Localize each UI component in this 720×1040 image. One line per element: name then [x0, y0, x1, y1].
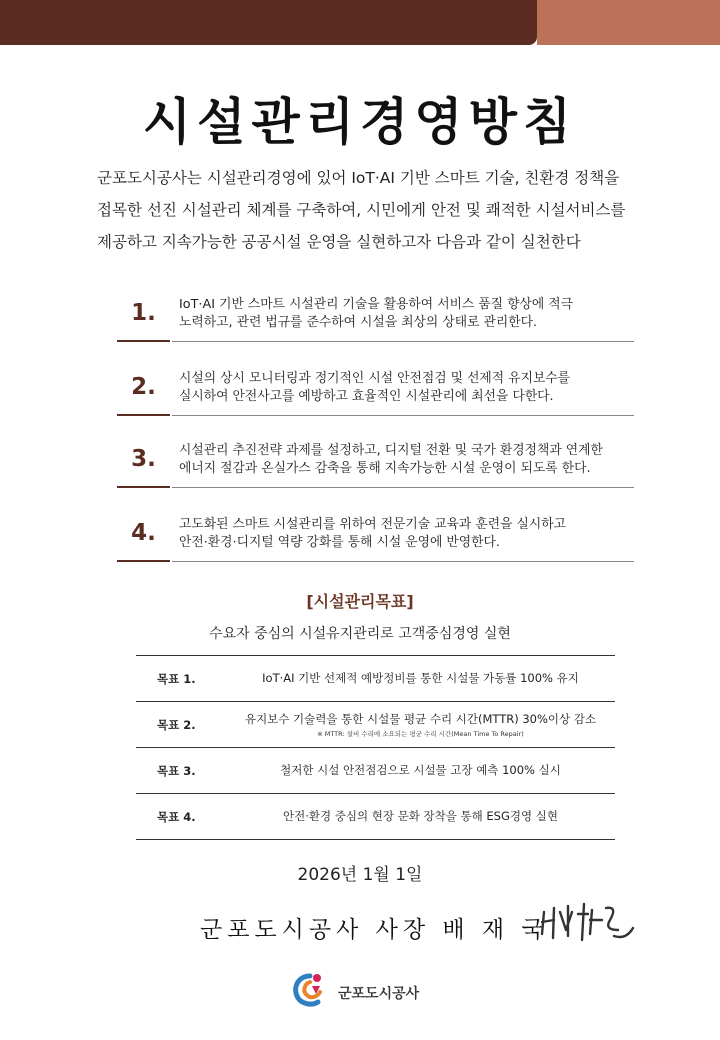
- policy-text-line: 에너지 절감과 온실가스 감축을 통해 지속가능한 시설 운영이 되도록 한다.: [179, 461, 591, 476]
- policy-item-3: [117, 442, 634, 488]
- intro-line: 접목한 선진 시설관리 체계를 구축하여, 시민에게 안전 및 쾌적한 시설서비스를: [97, 201, 626, 219]
- policy-divider: [172, 487, 634, 488]
- goal-row: [136, 793, 615, 840]
- intro-line: 제공하고 지속가능한 공공시설 운영을 실현하고자 다음과 같이 실천한다: [97, 233, 581, 251]
- policy-item-2: [117, 370, 634, 416]
- company-logo-text: 군포도시공사: [338, 986, 420, 1002]
- policy-text-line: 고도화된 스마트 시설관리를 위하여 전문기술 교육과 훈련을 실시하고: [179, 517, 566, 532]
- policy-text: [179, 296, 634, 332]
- policy-text-line: IoT·AI 기반 스마트 시설관리 기술을 활용하여 서비스 품질 향상에 적극: [179, 297, 574, 312]
- policy-number: 1.: [131, 300, 156, 326]
- policy-number: 2.: [131, 374, 156, 400]
- number-underline: [117, 560, 170, 562]
- goal-footnote: ※ MTTR: 설비 수리에 소요되는 평균 수리 시간(Mean Time To Repair): [317, 730, 524, 738]
- policy-text-line: 시설의 상시 모니터링과 정기적인 시설 안전점검 및 선제적 유지보수를: [179, 371, 571, 386]
- policy-text: [179, 516, 634, 552]
- handwritten-signature: [538, 900, 638, 950]
- policy-text: [179, 442, 634, 478]
- policy-text-line: 실시하여 안전사고를 예방하고 효율적인 시설관리에 최선을 다한다.: [179, 389, 554, 404]
- page-title: 시설관리경영방침: [142, 93, 578, 151]
- policy-number: 4.: [131, 520, 156, 546]
- issue-date: 2026년 1월 1일: [297, 865, 423, 885]
- header-bar-dark: [0, 0, 537, 45]
- goals-subtitle: 수요자 중심의 시설유지관리로 고객중심경영 실현: [209, 626, 511, 642]
- company-logo-icon: [290, 970, 330, 1010]
- policy-number: 3.: [131, 446, 156, 472]
- policy-divider: [172, 561, 634, 562]
- goal-label: 목표 3.: [157, 764, 196, 778]
- intro-paragraph: [97, 162, 637, 258]
- goal-label: 목표 2.: [157, 718, 196, 732]
- goal-text: 유지보수 기술력을 통한 시설물 평균 수리 시간(MTTR) 30%이상 감소: [244, 712, 597, 726]
- goal-label: 목표 1.: [157, 672, 196, 686]
- policy-text-line: 시설관리 추진전략 과제를 설정하고, 디지털 전환 및 국가 환경정책과 연계한: [179, 443, 603, 458]
- policy-text-line: 노력하고, 관련 법규를 준수하여 시설을 최상의 상태로 관리한다.: [179, 315, 538, 330]
- policy-item-1: [117, 296, 634, 342]
- policy-item-4: [117, 516, 634, 562]
- signer-name: 군포도시공사 사장 배 재 국: [200, 917, 549, 943]
- policy-text: [179, 370, 634, 406]
- goal-row: [136, 747, 615, 793]
- policy-divider: [172, 341, 634, 342]
- goals-heading: [시설관리목표]: [306, 592, 414, 611]
- header-bar-accent: [537, 0, 720, 45]
- goal-text: 안전·환경 중심의 현장 문화 장착을 통해 ESG경영 실현: [283, 809, 558, 823]
- goals-table: [136, 655, 615, 840]
- policy-divider: [172, 415, 634, 416]
- goal-row: [136, 655, 615, 701]
- number-underline: [117, 340, 170, 342]
- policy-text-line: 안전·환경·디지털 역량 강화를 통해 시설 운영에 반영한다.: [179, 535, 500, 550]
- goal-row: [136, 701, 615, 747]
- number-underline: [117, 486, 170, 488]
- goal-label: 목표 4.: [157, 810, 196, 824]
- goal-text: IoT·AI 기반 선제적 예방정비를 통한 시설물 가동률 100% 유지: [262, 671, 579, 685]
- number-underline: [117, 414, 170, 416]
- goal-text: 철저한 시설 안전점검으로 시설물 고장 예측 100% 실시: [280, 763, 561, 777]
- intro-line: 군포도시공사는 시설관리경영에 있어 IoT·AI 기반 스마트 기술, 친환경 정책을: [97, 169, 620, 187]
